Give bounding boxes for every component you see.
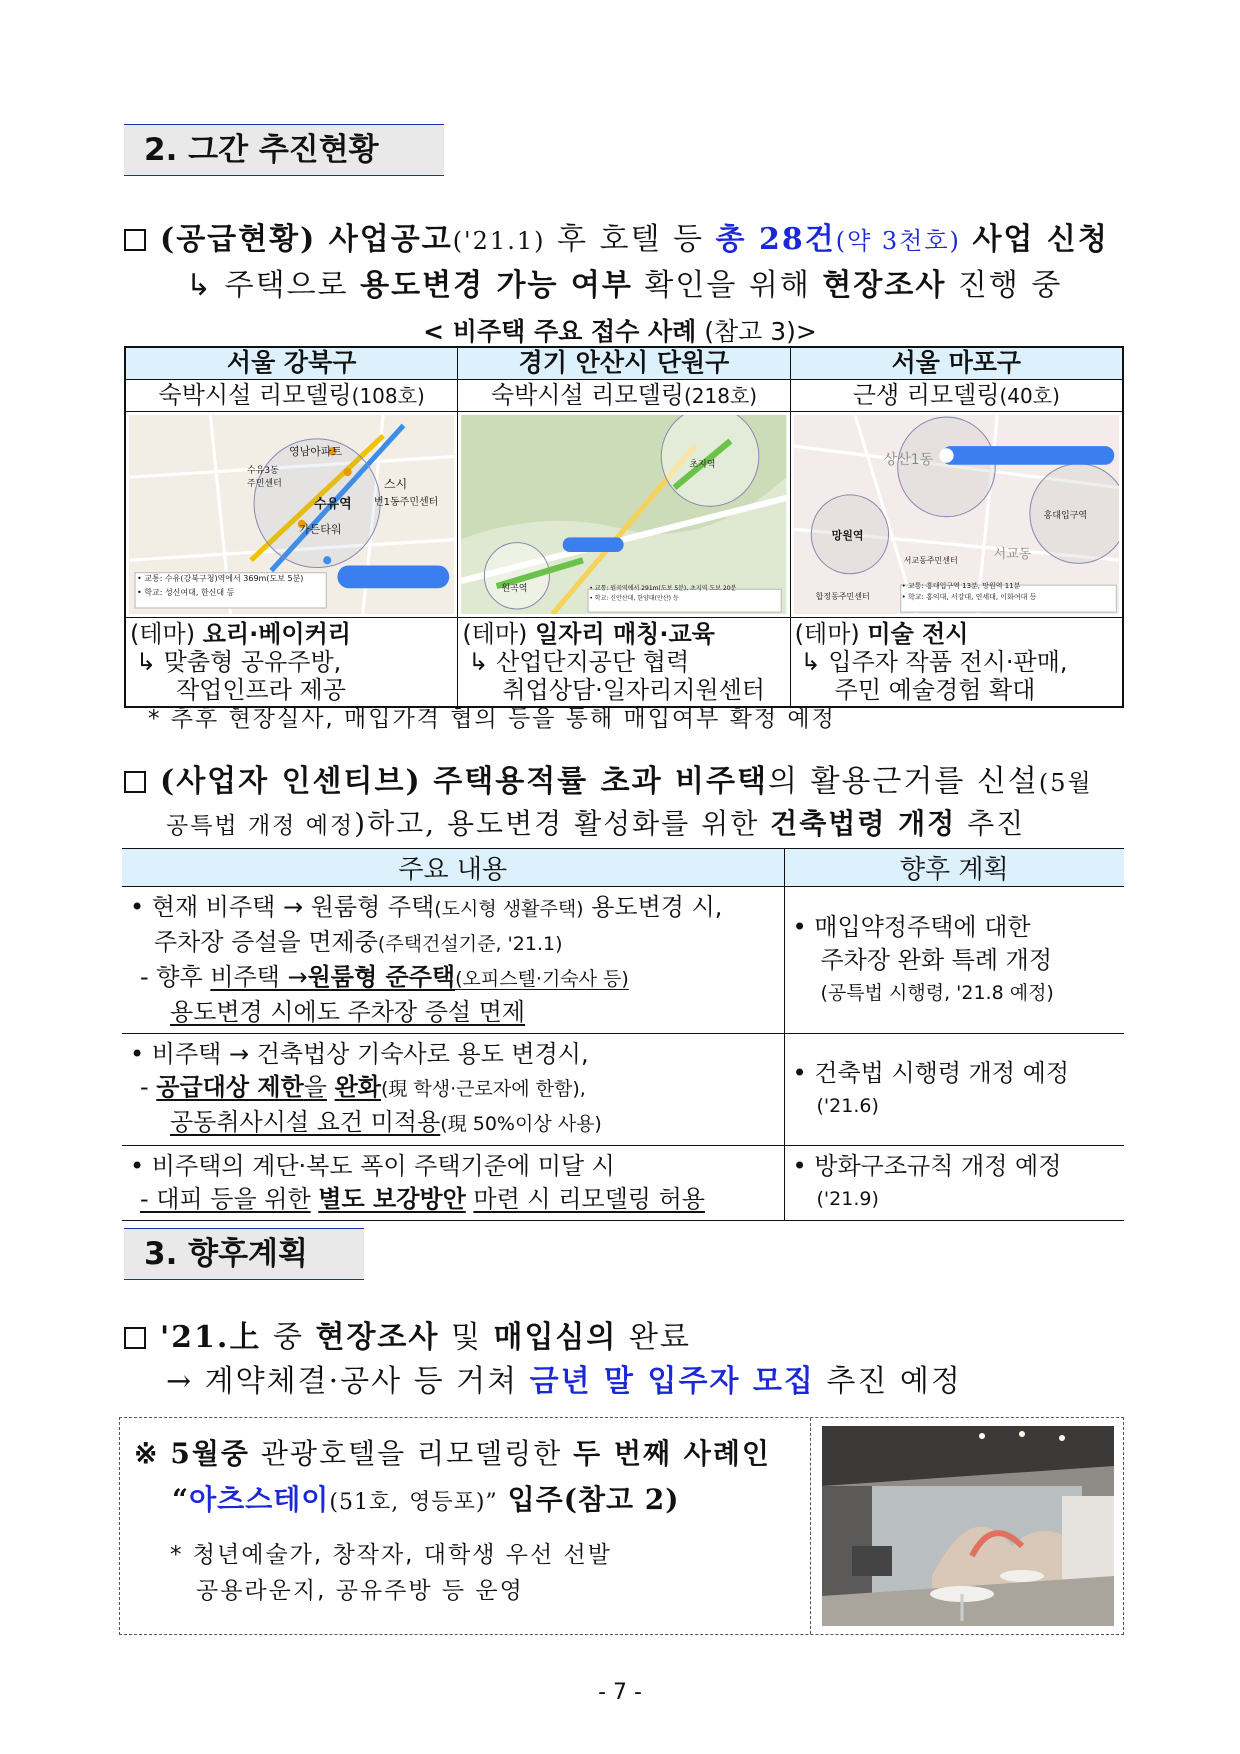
row-text: - 대피 등을 위한: [140, 1185, 311, 1213]
case-units: (108호): [351, 383, 425, 408]
row-text: - 향후: [140, 963, 203, 991]
row-note: (現 50%이상 사용): [440, 1113, 602, 1135]
future-line-2: [166, 1356, 962, 1400]
map-label: 상산1동: [883, 451, 934, 468]
case-map-cell: [458, 411, 790, 617]
theme-tag: (테마): [794, 619, 860, 648]
checkbox-square-icon: [124, 771, 146, 793]
row-content: [122, 1146, 784, 1221]
plan-text: 주차장 완화 특례 개정: [820, 945, 1053, 974]
map-image-mapo: [794, 415, 1119, 614]
map-label: 수유3동 주민센터: [247, 465, 282, 489]
row-note: (도시형 생활주택): [434, 898, 584, 920]
future-bold: 현장조사: [315, 1320, 440, 1355]
case-type-text: 숙박시설 리모델링: [158, 380, 352, 409]
theme-desc: 작업인프라 제공: [176, 675, 346, 704]
map-note-transport: • 교통: 수유(강북구청)역에서 369m(도보 5분): [137, 573, 304, 583]
future-text: 중: [272, 1320, 304, 1355]
plan-note: (공특법 시행령, '21.8 예정): [820, 981, 1054, 1004]
map-label: 서교동주민센터: [903, 555, 958, 565]
note-bold: 두 번째 사례인: [573, 1437, 771, 1470]
map-label: 합정동주민센터: [815, 591, 870, 601]
case-type-text: 숙박시설 리모델링: [490, 380, 684, 409]
theme-tag: (테마): [130, 619, 196, 648]
col-header-content: 주요 내용: [122, 849, 784, 887]
case-region: 서울 강북구: [125, 347, 458, 379]
theme-desc: 취업상담·일자리지원센터: [502, 675, 765, 704]
note-line-4: 공용라운지, 공유주방 등 운영: [196, 1578, 524, 1604]
map-label-station: 원곡역: [501, 583, 528, 594]
incentive-line-2: [166, 802, 1025, 842]
row-note: (오피스텔·기숙사 등): [455, 968, 629, 990]
map-note: [137, 572, 317, 600]
incentive-note: (5월: [1038, 769, 1093, 797]
theme-desc: 주민 예술경험 확대: [834, 675, 1036, 704]
row-text: 용도변경 시에도 주차장 증설 면제: [170, 998, 526, 1026]
case-region: 서울 마포구: [790, 347, 1123, 379]
future-bold: 매입심의: [493, 1320, 618, 1355]
supply-apply: 사업 신청: [972, 222, 1109, 257]
row-text: • 비주택 → 건축법상 기숙사로 용도 변경시,: [130, 1040, 589, 1068]
row-text: • 현재 비주택 → 원룸형 주택: [130, 893, 435, 921]
note-text: 관광호텔을 리모델링한: [260, 1437, 563, 1470]
plan-note: ('21.6): [816, 1094, 879, 1117]
cases-caption: [0, 312, 1240, 348]
section-3-header: [124, 1228, 364, 1280]
map-label-station: 수유역: [314, 496, 352, 512]
map-label: 가든타워: [299, 522, 342, 536]
case-map-cell: [125, 411, 458, 617]
future-line-1: [124, 1312, 691, 1356]
incentive-text3: 추진: [967, 807, 1026, 840]
section-2-header: [124, 124, 444, 176]
supply-sub-a: ↳ 주택으로: [186, 268, 349, 303]
map-label: 스시: [384, 476, 408, 491]
row-text: 용도변경 시,: [583, 893, 723, 921]
note-line-1: [134, 1432, 771, 1472]
checkbox-square-icon: [124, 1327, 146, 1349]
supply-count: 총 28건: [715, 222, 836, 257]
note-line-3: * 청년예술가, 창작자, 대학생 우선 선발: [170, 1542, 612, 1568]
row-bold: 별도 보강방안: [318, 1185, 466, 1213]
map-label: 번1동주민센터: [374, 496, 439, 508]
future-highlight: 금년 말 입주자 모집: [529, 1364, 815, 1399]
note-location: 영등포)”: [409, 1490, 498, 1515]
lounge-photo-graphic: [822, 1426, 1114, 1626]
checkbox-square-icon: [124, 229, 146, 251]
map-note-transport: • 교통: 홍대입구역 13분, 망원역 11분: [901, 581, 1021, 590]
note-box: [119, 1417, 1124, 1635]
supply-units: (약 3천호): [835, 227, 961, 255]
table-row: [122, 887, 1124, 1034]
map-label-station: 망원역: [831, 528, 864, 542]
row-note: (現 학생·근로자에 한함),: [380, 1078, 586, 1100]
cases-footnote: * 추후 현장실사, 매입가격 협의 등을 통해 매입여부 확정 예정: [148, 706, 836, 732]
case-units: (40호): [999, 383, 1060, 408]
map-label-station: 초지역: [689, 459, 716, 470]
case-type: [125, 379, 458, 411]
incentive-text: 의 활용근거를 신설: [767, 764, 1039, 799]
theme-title: 요리·베이커리: [202, 619, 351, 648]
section-2-title: 2. 그간 추진현황: [144, 132, 379, 168]
row-plan: [784, 1146, 1124, 1221]
case-type-text: 근생 리모델링: [852, 380, 1000, 409]
row-content: [122, 1034, 784, 1146]
map-label: 서교동: [993, 546, 1032, 562]
theme-title: 일자리 매칭·교육: [535, 619, 715, 648]
incentive-bold: 주택용적률 초과 비주택: [433, 764, 768, 799]
map-note: [589, 584, 736, 604]
case-region: 경기 안산시 단원구: [458, 347, 790, 379]
future-text: 완료: [628, 1320, 691, 1355]
case-type: [458, 379, 790, 411]
cases-caption-a: < 비주택 주요 접수 사례: [423, 317, 697, 346]
note-highlight: 아츠스테이: [189, 1483, 330, 1516]
case-units: (218호): [683, 383, 758, 408]
supply-line-2: [186, 260, 1062, 304]
row-text: 마련 시 리모델링 허용: [473, 1185, 705, 1213]
future-period: '21.上: [160, 1320, 262, 1355]
case-theme: [458, 617, 790, 707]
note-divider: [810, 1418, 811, 1634]
col-header-plan: 향후 계획: [784, 849, 1124, 887]
map-note-school: • 학교: 홍익대, 서강대, 연세대, 이화여대 등: [901, 592, 1037, 601]
row-text: -: [140, 1073, 157, 1101]
row-text: 을: [303, 1073, 327, 1101]
theme-tag: (테마): [462, 619, 528, 648]
row-note: (주택건설기준, '21.1): [377, 933, 563, 955]
case-theme: [790, 617, 1123, 707]
plan-text: • 방화구조규칙 개정 예정: [792, 1152, 1062, 1180]
row-content: [122, 887, 784, 1034]
row-bold: 공급대상 제한: [156, 1073, 304, 1101]
map-note-school: • 학교: 신안산대, 한양대(안산) 등: [589, 594, 679, 602]
map-note-transport: • 교통: 원곡역에서 291m(도보 5분), 초지역 도보 20분: [589, 584, 737, 592]
table-row: [122, 1146, 1124, 1221]
supply-heading: (공급현황) 사업공고: [160, 222, 453, 257]
note-line-2: [172, 1478, 680, 1518]
map-label: 영남아파트: [289, 444, 343, 458]
map-note: [902, 581, 1037, 603]
theme-desc: ↳ 산업단지공단 협력: [468, 647, 690, 676]
supply-sub-e: 진행 중: [957, 268, 1063, 303]
row-text: 공동취사시설 요건 미적용: [170, 1108, 441, 1136]
incentive-table: [122, 848, 1124, 1221]
note-units: (51호,: [329, 1490, 400, 1515]
theme-desc: ↳ 맞춤형 공유주방,: [136, 647, 342, 676]
plan-text: • 매입약정주택에 대한: [792, 912, 1031, 941]
map-label-station: 홍대입구역: [1043, 510, 1088, 521]
theme-desc: ↳ 입주자 작품 전시·판매,: [800, 647, 1068, 676]
row-text: 주차장 증설을 면제중: [154, 928, 378, 956]
supply-text: 후 호텔 등: [557, 222, 704, 257]
map-image-ansan: [461, 415, 786, 614]
map-note-school: • 학교: 성신여대, 한신대 등: [137, 587, 235, 597]
supply-date: ('21.1): [452, 227, 546, 255]
case-type: [790, 379, 1123, 411]
incentive-heading: (사업자 인센티브): [160, 764, 422, 799]
note-quote: “: [172, 1483, 190, 1516]
future-text: 및: [450, 1320, 482, 1355]
supply-sub-c: 확인을 위해: [644, 268, 811, 303]
row-plan: [784, 1034, 1124, 1146]
note-bold: 5월중: [170, 1437, 250, 1470]
incentive-bold2: 건축법령 개정: [770, 807, 957, 840]
plan-note: ('21.9): [816, 1188, 879, 1210]
section-3-title: 3. 향후계획: [144, 1236, 308, 1272]
supply-sub-b: 용도변경 가능 여부: [360, 268, 633, 303]
incentive-line-1: [124, 756, 1093, 800]
map-image-gangbuk: [129, 415, 454, 614]
row-plan: [784, 887, 1124, 1034]
incentive-text2: )하고, 용도변경 활성화를 위한: [354, 807, 760, 840]
note-bold: 입주(참고 2): [507, 1483, 680, 1516]
future-text3: 추진 예정: [826, 1364, 962, 1399]
supply-sub-d: 현장조사: [822, 268, 947, 303]
page-number: - 7 -: [598, 1680, 642, 1705]
row-bold: 원룸형 준주택: [307, 963, 456, 991]
reference-mark: ※: [134, 1437, 160, 1470]
row-bold: 완화: [334, 1073, 381, 1101]
cases-caption-b: (참고 3)>: [704, 317, 817, 346]
row-text: • 비주택의 계단·복도 폭이 주택기준에 미달 시: [130, 1152, 615, 1180]
table-row: [122, 1034, 1124, 1146]
case-map-cell: [790, 411, 1123, 617]
plan-text: • 건축법 시행령 개정 예정: [792, 1058, 1070, 1087]
incentive-note2: 공특법 개정 예정: [166, 813, 355, 839]
lounge-photo: [822, 1426, 1114, 1626]
future-text2: → 계약체결·공사 등 거쳐: [166, 1364, 519, 1399]
row-text: 비주택 →: [210, 963, 308, 991]
case-theme: [125, 617, 458, 707]
supply-line-1: [124, 214, 1109, 258]
cases-table: [124, 346, 1124, 708]
theme-title: 미술 전시: [867, 619, 969, 648]
